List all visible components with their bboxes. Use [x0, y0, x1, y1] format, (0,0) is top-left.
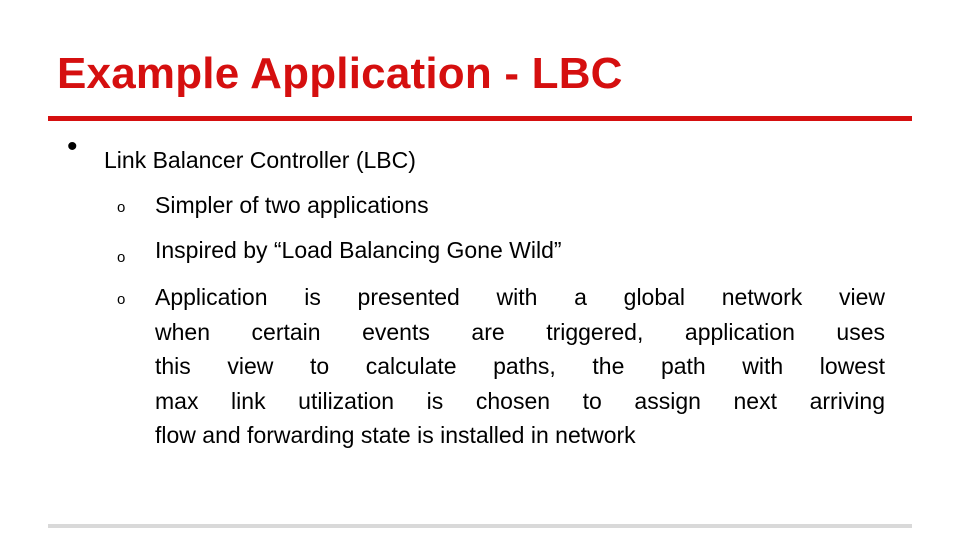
- sub-bullet-paragraph: [155, 280, 885, 453]
- paragraph-line: when certain events are triggered, application uses: [155, 318, 885, 345]
- paragraph-line: this view to calculate paths, the path with lowest: [155, 353, 885, 379]
- footer-rule: [48, 524, 912, 528]
- slide-title: Example Application - LBC: [57, 49, 623, 98]
- paragraph-line: max link utilization is chosen to assign next arriving: [155, 387, 885, 414]
- paragraph-line: flow and forwarding state is installed in network: [155, 422, 636, 448]
- sub-bullet-text: Inspired by “Load Balancing Gone Wild”: [155, 237, 562, 263]
- sub-bullet-text: Simpler of two applications: [155, 192, 429, 218]
- bullet-marker: •: [67, 130, 78, 163]
- paragraph-line: Application is presented with a global network view: [155, 284, 885, 310]
- sub-bullet-marker: o: [117, 291, 126, 308]
- bullet-text: Link Balancer Controller (LBC): [104, 147, 416, 173]
- sub-bullet-marker: o: [117, 249, 126, 266]
- sub-bullet-marker: o: [117, 199, 126, 216]
